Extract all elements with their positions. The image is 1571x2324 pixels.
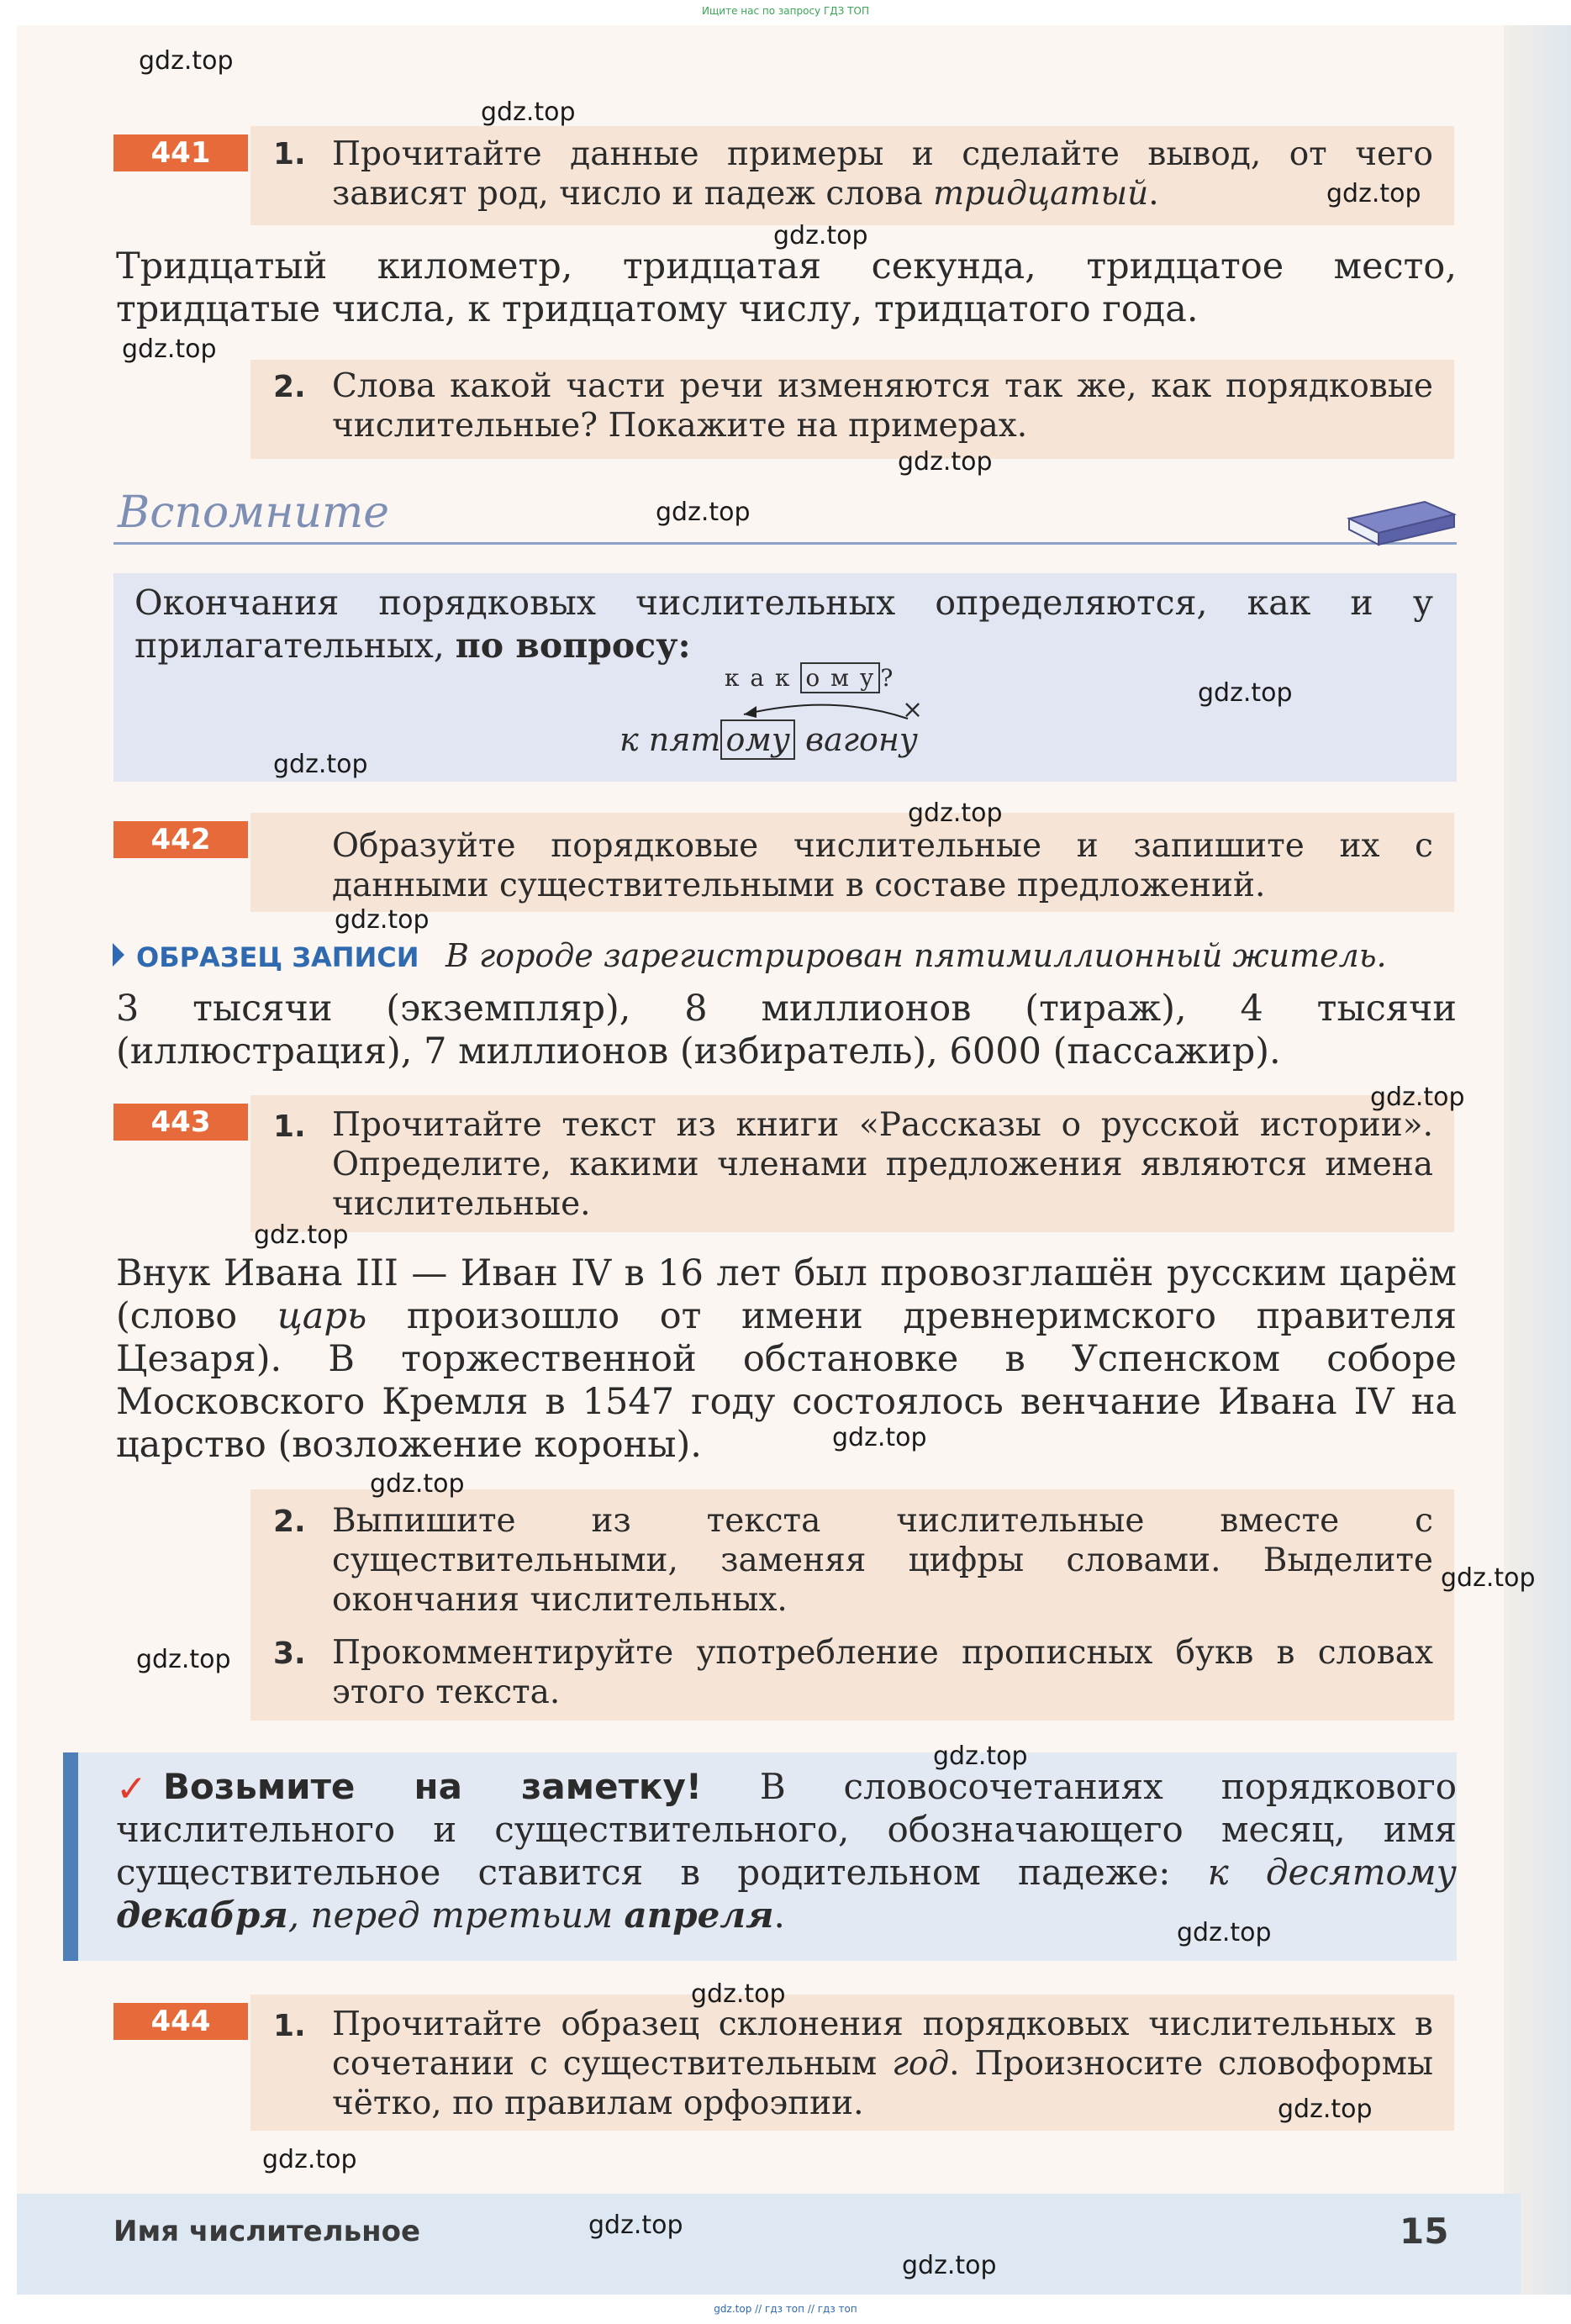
exercise-441-task1-number: 1. <box>273 137 306 171</box>
exercise-441-body: Тридцатый километр, тридцатая секунда, тридцатое место, тридцатые числа, к тридцатому числу, тридцатого года. <box>116 245 1457 330</box>
exercise-441-task1-text: Прочитайте данные примеры и сделайте вывод, от чего зависят род, число и падеж слова тридцатый. <box>332 135 1433 213</box>
exercise-444-task1-text: Прочитайте образец склонения порядковых числительных в сочетании с существительным год. Произносите словоформы чётко, по правилам орфоэпии. <box>332 2005 1433 2122</box>
watermark: gdz.top <box>136 1645 231 1674</box>
sample-text: В городе зарегистрирован пятимиллионный житель. <box>445 937 1387 974</box>
watermark: gdz.top <box>254 1220 349 1250</box>
exercise-443-task1-text: Прочитайте текст из книги «Рассказы о русской истории». Определите, какими членами предложения являются имена числительные. <box>332 1106 1433 1223</box>
watermark: gdz.top <box>1441 1563 1536 1593</box>
exercise-443-task2-text: Выпишите из текста числительные вместе с существительными, заменяя цифры словами. Выделите окончания числительных. <box>332 1502 1433 1619</box>
exercise-443-task1-number: 1. <box>273 1109 306 1144</box>
exercise-444-task1-number: 1. <box>273 2009 306 2043</box>
exercise-442-body: 3 тысячи (экземпляр), 8 миллионов (тираж), 4 тысячи (иллюстрация), 7 миллионов (избиратель), 6000 (пассажир). <box>116 988 1457 1072</box>
watermark: gdz.top <box>122 335 217 364</box>
exercise-442-tag: 442 <box>113 821 248 858</box>
watermark: gdz.top <box>1177 1918 1272 1947</box>
exercise-443-task3-number: 3. <box>273 1636 306 1671</box>
watermark: gdz.top <box>262 2145 357 2174</box>
exercise-441-task2-text: Слова какой части речи изменяются так же, как порядковые числительные? Покажите на примерах. <box>332 367 1433 445</box>
remember-question: к а к о м у ? <box>725 664 895 692</box>
top-note: Ищите нас по запросу ГДЗ ТОП <box>702 5 869 17</box>
exercise-444-tag: 444 <box>113 2003 248 2040</box>
cross-mark: × <box>902 695 924 725</box>
exercise-443-body: Внук Ивана III — Иван IV в 16 лет был провозглашён русским царём (слово царь произошло от имени древнеримского правителя Цезаря). В торжественной обстановке в Успенском соборе Московского Кремля в 1547 году состоялось венчание Ивана IV на царство (возложение короны). <box>116 1252 1457 1466</box>
sample-marker-icon <box>113 943 124 967</box>
watermark: gdz.top <box>773 221 868 250</box>
exercise-443-task3-text: Прокомментируйте употребление прописных букв в словах этого текста. <box>332 1634 1433 1711</box>
bottom-note: gdz.top // гдз топ // гдз топ <box>714 2303 857 2315</box>
remember-heading: Вспомните <box>118 487 390 538</box>
exercise-443-task2-number: 2. <box>273 1505 306 1539</box>
watermark: gdz.top <box>481 97 576 127</box>
watermark: gdz.top <box>933 1742 1028 1771</box>
watermark: gdz.top <box>1326 179 1421 208</box>
sample-label: ОБРАЗЕЦ ЗАПИСИ <box>136 941 419 973</box>
book-icon <box>1345 481 1458 550</box>
exercise-443-tag: 443 <box>113 1104 248 1141</box>
watermark: gdz.top <box>902 2251 997 2280</box>
remember-rule <box>113 542 1457 545</box>
exercise-442-task-text: Образуйте порядковые числительные и запишите их с данными существительными в составе предложений. <box>332 827 1433 904</box>
watermark: gdz.top <box>656 498 751 527</box>
watermark: gdz.top <box>691 1979 786 2009</box>
watermark: gdz.top <box>1370 1083 1465 1112</box>
watermark: gdz.top <box>139 46 234 76</box>
question-arrow <box>731 689 925 723</box>
watermark: gdz.top <box>1278 2095 1373 2124</box>
note-bar <box>63 1752 78 1961</box>
watermark: gdz.top <box>898 447 993 477</box>
watermark: gdz.top <box>335 905 430 935</box>
note-text: Возьмите на заметку! В словосочетаниях порядкового числительного и существительного, обозначающего месяц, имя существительное ставится в родительном падеже: к десятому декабря, перед третьим апреля. <box>116 1766 1457 1936</box>
watermark: gdz.top <box>370 1469 465 1499</box>
exercise-441-tag: 441 <box>113 134 248 171</box>
watermark: gdz.top <box>588 2211 683 2240</box>
page-number: 15 <box>1400 2211 1449 2252</box>
watermark: gdz.top <box>1198 678 1293 708</box>
page-edge <box>1504 25 1571 2295</box>
watermark: gdz.top <box>832 1423 927 1452</box>
section-name: Имя числительное <box>113 2215 421 2248</box>
remember-example: к пят ому вагону <box>619 721 918 758</box>
watermark: gdz.top <box>273 750 368 779</box>
exercise-441-task2-number: 2. <box>273 370 306 404</box>
watermark: gdz.top <box>908 798 1003 828</box>
remember-text: Окончания порядковых числительных определяются, как и у прилагательных, по вопросу: <box>134 582 1433 666</box>
check-icon: ✓ <box>116 1768 147 1810</box>
